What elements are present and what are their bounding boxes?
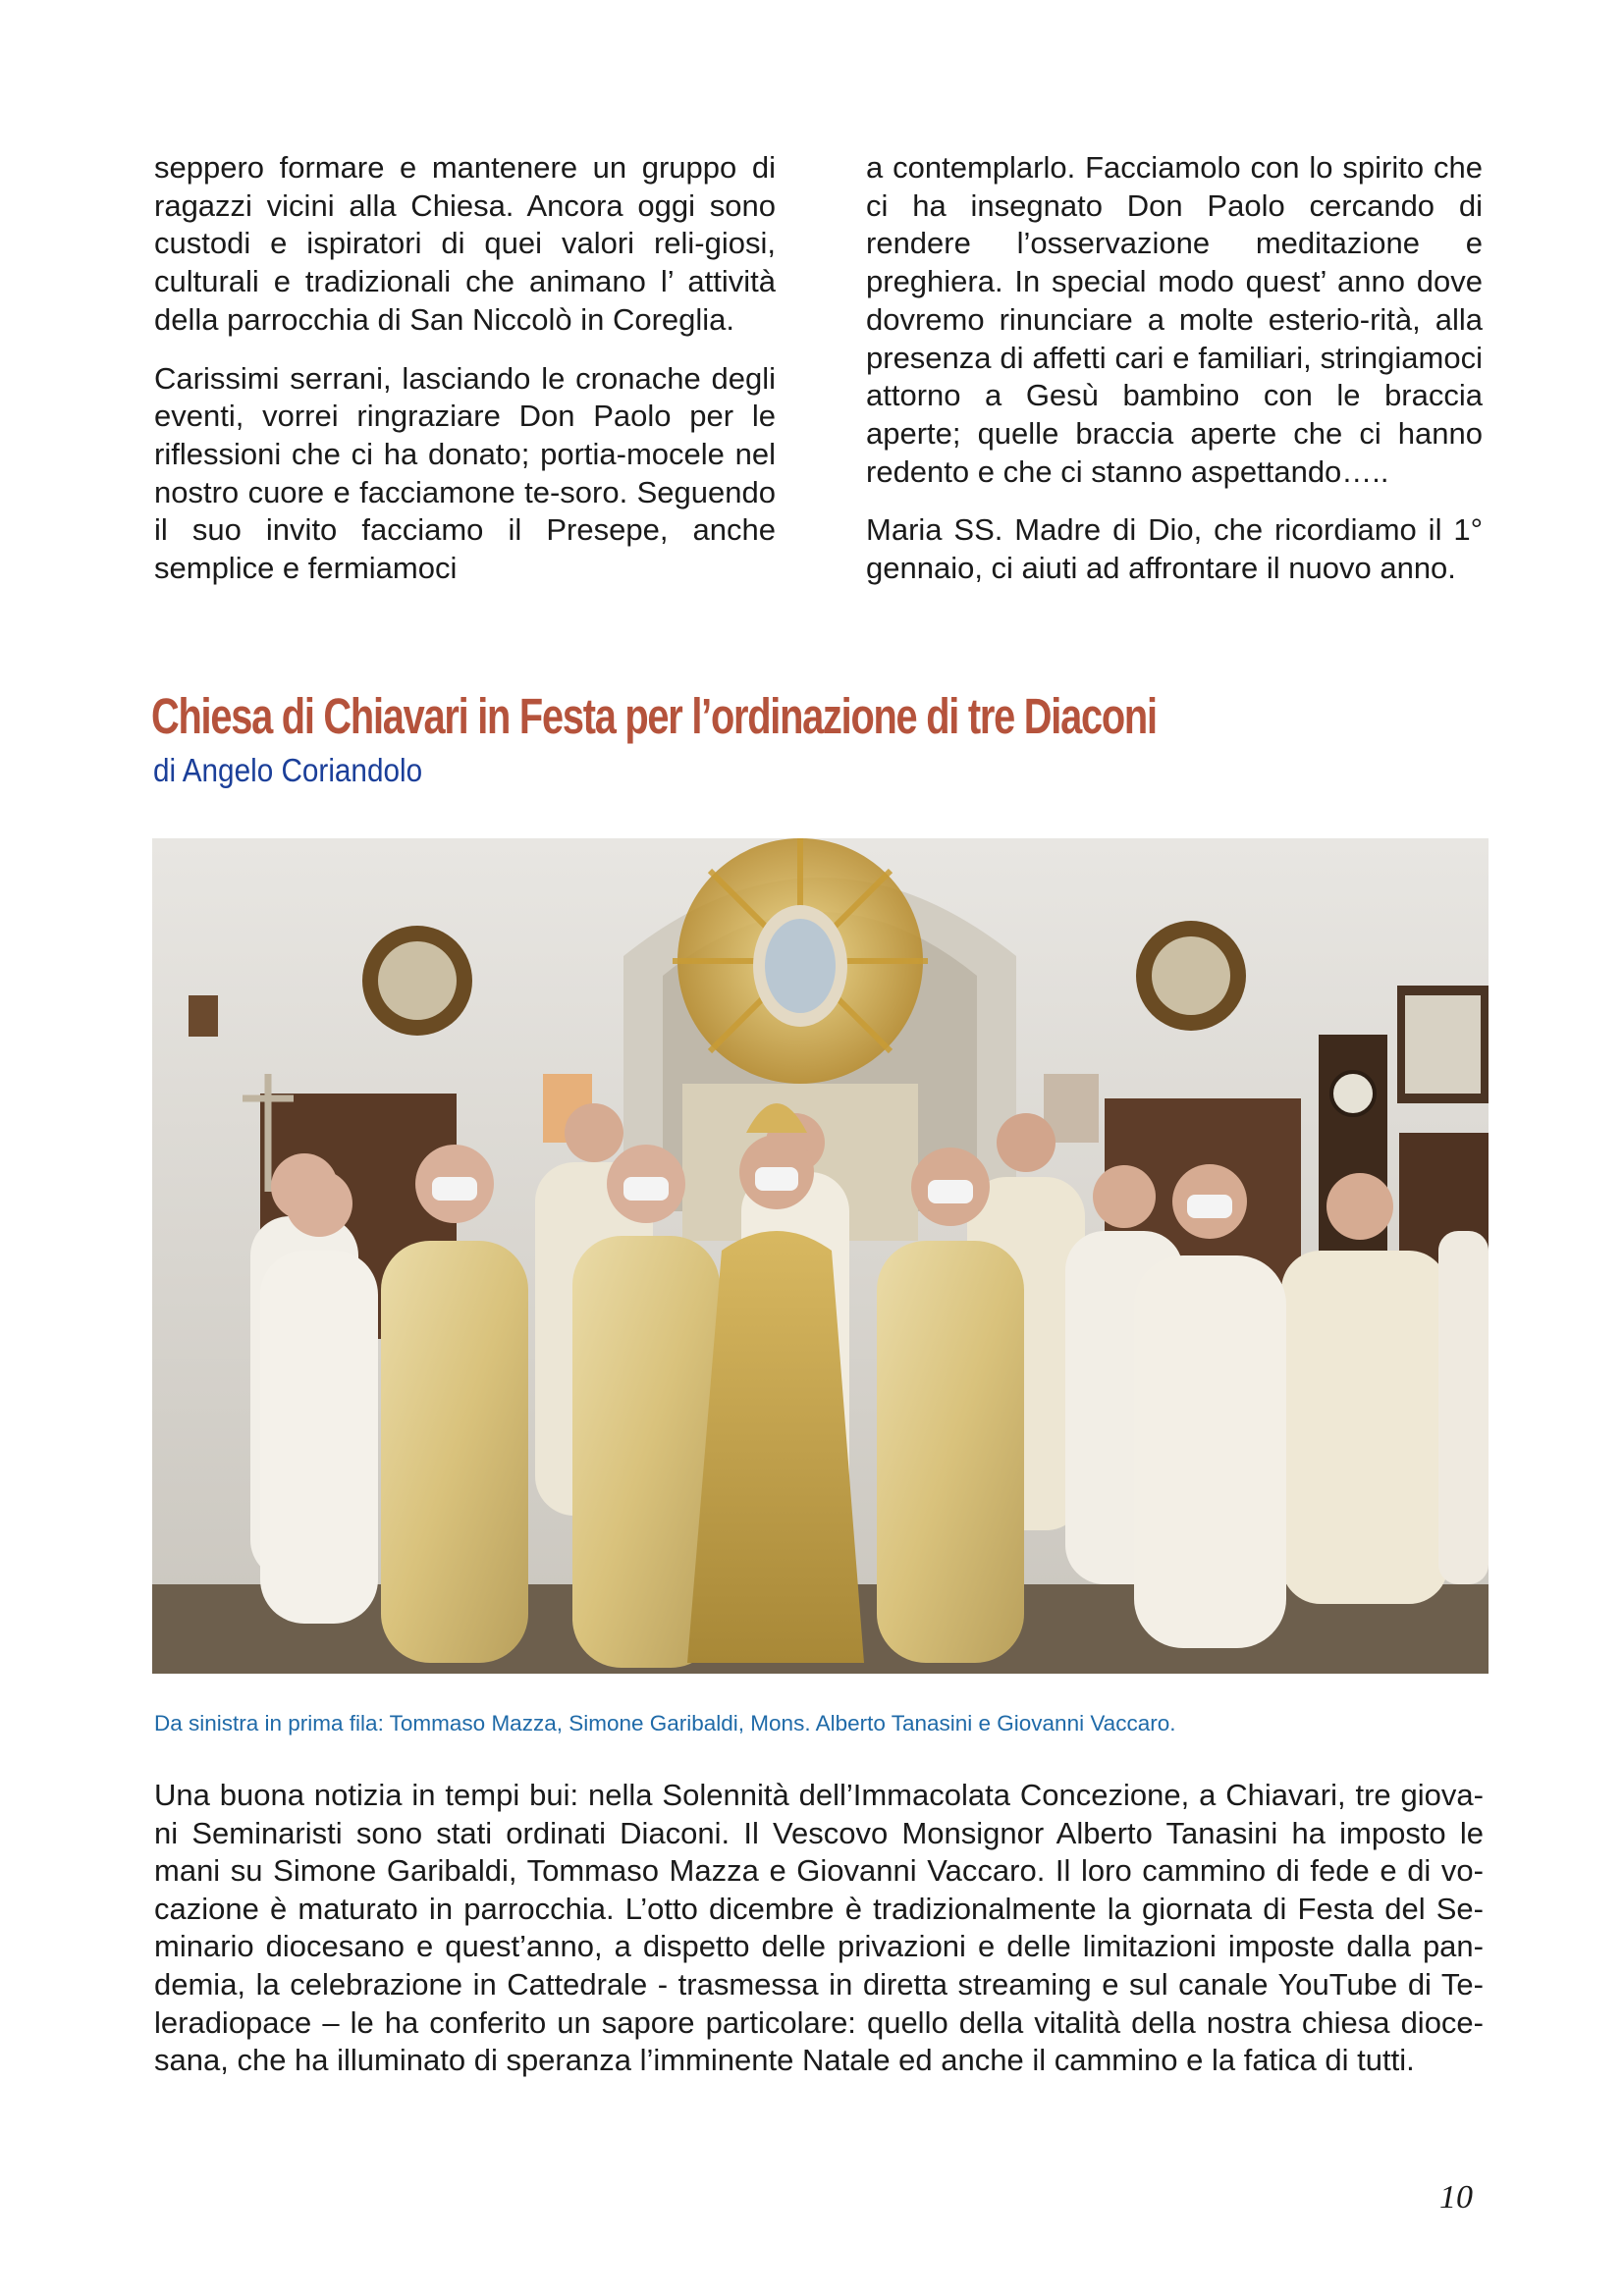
column-right: [866, 149, 1483, 609]
paragraph: a contemplarlo. Facciamolo con lo spirito che ci ha insegnato Don Paolo cercando di rendere l’osservazione meditazione e preghiera. In special modo quest’ anno dove dovremo rinunciare a molte esterio-rità, alla presenza di affetti cari e familiari, stringiamoci attorno a Gesù bambino con le braccia aperte; quelle braccia aperte che ci hanno redento e che ci stanno aspettando…..: [866, 150, 1483, 489]
photo-illustration: [152, 838, 1489, 1674]
paragraph: seppero formare e mantenere un gruppo di ragazzi vicini alla Chiesa. Ancora oggi sono custodi e ispiratori di quei valori reli-giosi, culturali e tradizionali che animano l’ attività della parrocchia di San Niccolò in Coreglia.: [154, 150, 776, 337]
article-byline: di Angelo Coriandolo: [153, 752, 423, 788]
article-title: Chiesa di Chiavari in Festa per l’ordinazione di tre Diaconi: [151, 688, 1157, 744]
article-body: Una buona notizia in tempi bui: nella Solennità dell’Immacolata Concezione, a Chiavari, tre giova-ni Seminaristi sono stati ordinati Diaconi. Il Vescovo Monsignor Alberto Tanasini ha imposto le mani su Simone Garibaldi, Tommaso Mazza e Giovanni Vaccaro. Il loro cammino di fede e di vo-cazione è maturato in parrocchia. L’otto dicembre è tradizionalmente la giornata di Festa del Se-minario diocesano e quest’anno, a dispetto delle privazioni e delle limitazioni imposte dalla pan-demia, la celebrazione in Cattedrale - trasmessa in diretta streaming e sul canale YouTube di Te-leradiopace – le ha conferito un sapore particolare: quello della vitalità della nostra chiesa dioce-sana, che ha illuminato di speranza l’imminente Natale ed anche il cammino e la fatica di tutti.: [154, 1778, 1484, 2078]
paragraph: Carissimi serrani, lasciando le cronache degli eventi, vorrei ringraziare Don Paolo per le riflessioni che ci ha donato; portia-mocele nel nostro cuore e facciamone te-soro. Seguendo il suo invito facciamo il Presepe, anche semplice e fermiamoci: [154, 360, 776, 586]
paragraph: Maria SS. Madre di Dio, che ricordiamo il 1° gennaio, ci aiuti ad affrontare il nuovo anno.: [866, 512, 1483, 586]
article-photo: [152, 838, 1489, 1674]
column-left: [154, 149, 776, 609]
photo-caption: Da sinistra in prima fila: Tommaso Mazza, Simone Garibaldi, Mons. Alberto Tanasini e Giovanni Vaccaro.: [154, 1711, 1176, 1735]
page-number: 10: [1439, 2179, 1473, 2216]
